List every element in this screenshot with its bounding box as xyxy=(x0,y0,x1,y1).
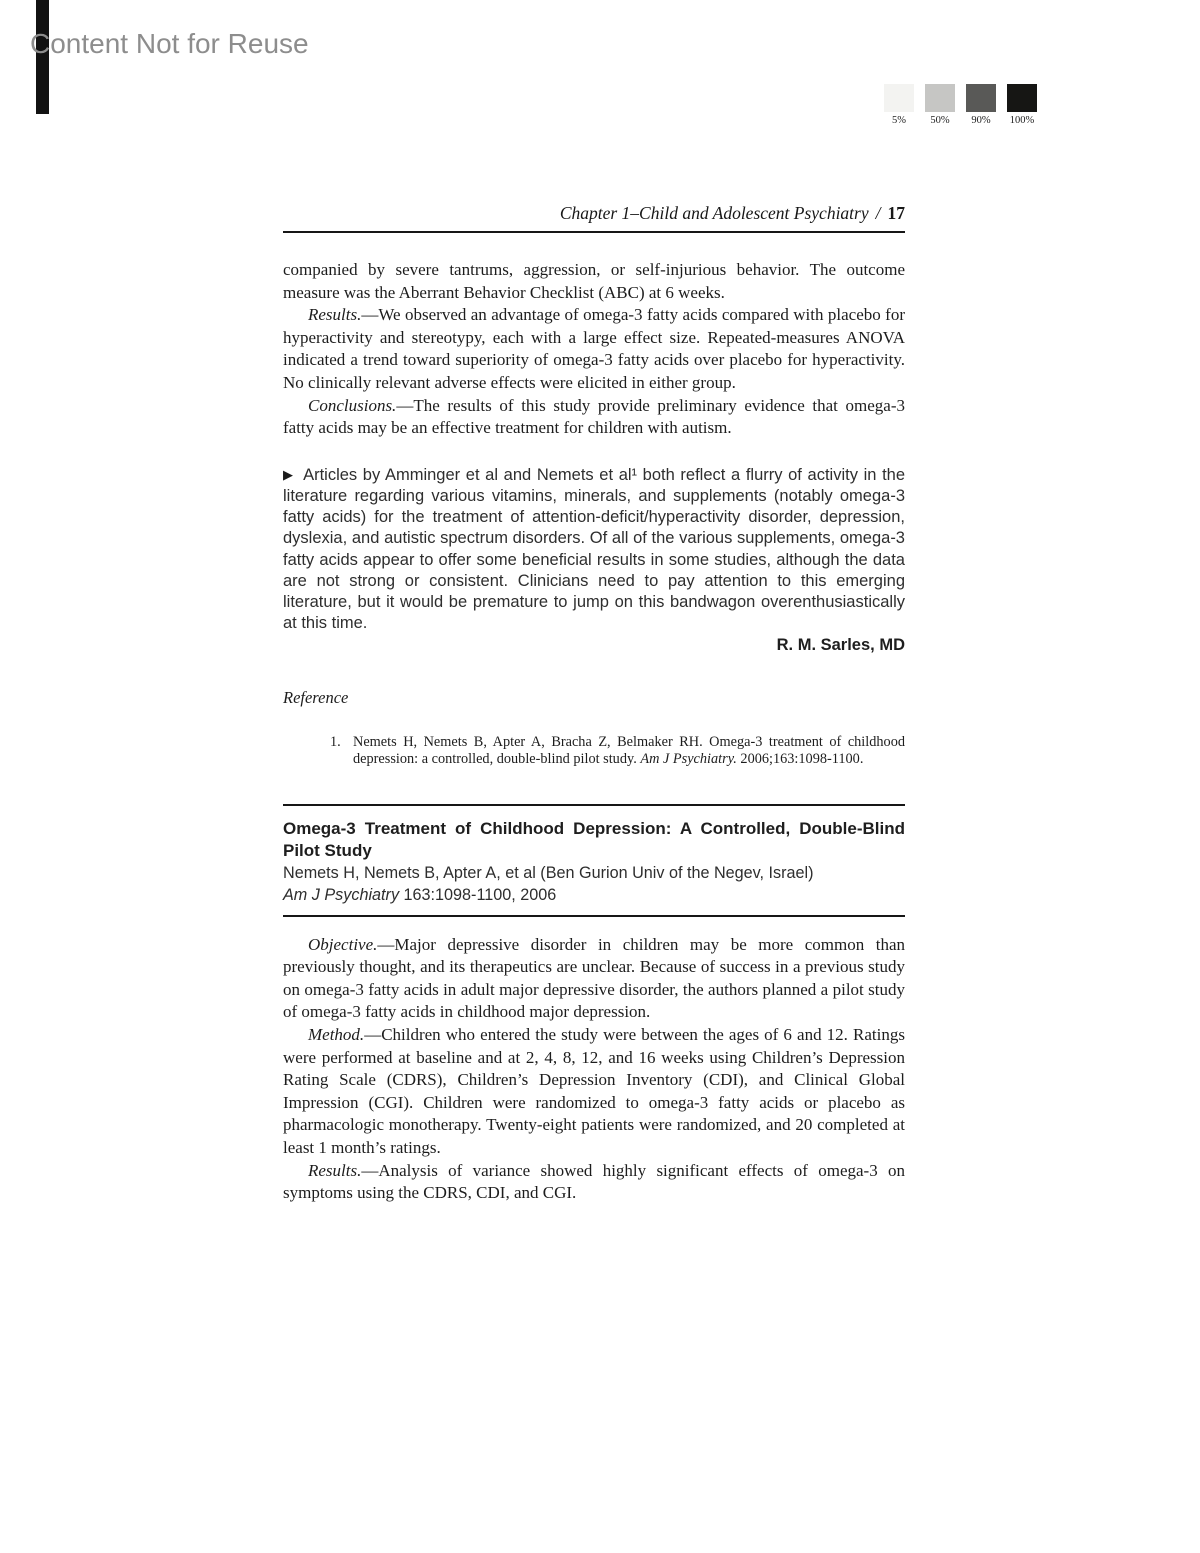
calibration-swatch xyxy=(925,84,955,126)
reference-section-heading: Reference xyxy=(283,687,349,707)
paragraph-lead: Results. xyxy=(308,305,362,325)
paragraph-text: —Major depressive disorder in children may be more common than previously thought, and its therapeutics are unclear. Because of success in a previous study on omega-3 fatty acids in adult major depressive disorder, the authors planned a pilot study of omega-3 fatty acids in childhood major depression. xyxy=(283,934,905,1022)
reference-text-authors: Nemets H, Nemets B, Apter A, Bracha Z, Belmaker RH. Omega-3 treatment of childhood depression: a controlled, double-blind pilot study. xyxy=(353,733,905,767)
paragraph-text: —The results of this study provide preliminary evidence that omega-3 fatty acids may be an effective treatment for children with autism. xyxy=(283,395,905,438)
swatch-color-box xyxy=(925,84,955,112)
paragraph-text: companied by severe tantrums, aggression, or self-injurious behavior. The outcome measure was the Aberrant Behavior Checklist (ABC) at 6 weeks. xyxy=(283,260,905,302)
header-rule xyxy=(283,231,905,233)
abstract-paragraph-conclusions xyxy=(283,395,905,440)
watermark: Content Not for Reuse xyxy=(30,28,309,59)
article-authors: Nemets H, Nemets B, Apter A, et al (Ben Gurion Univ of the Negev, Israel) xyxy=(283,863,814,882)
commentary-author: R. M. Sarles, MD xyxy=(776,636,905,655)
paragraph-text: —We observed an advantage of omega-3 fatty acids compared with placebo for hyperactivity and stereotypy, each with a large effect size. Repeated-measures ANOVA indicated a trend toward superiority of omega-3 fatty acids over placebo for hyperactivity. No clinically relevant adverse effects were elicited in either group. xyxy=(283,305,905,392)
swatch-label: 50% xyxy=(930,115,950,126)
swatch-color-box xyxy=(966,84,996,112)
swatch-color-box xyxy=(884,84,914,112)
abstract-paragraph-objective xyxy=(283,934,905,1024)
paragraph-text: —Analysis of variance showed highly significant effects of omega-3 on symptoms using the CDRS, CDI, and CGI. xyxy=(283,1160,905,1203)
paragraph-text: —Children who entered the study were between the ages of 6 and 12. Ratings were performed at baseline and at 2, 4, 8, 12, and 16 weeks using Children’s Depression Rating Scale (CDRS), Children’s Depression Inventory (CDI), and Clinical Global Impression (CGI). Children were randomized to omega-3 fatty acids or placebo as pharmacologic monotherapy. Twenty-eight patients were randomized, and 20 completed at least 1 month’s ratings. xyxy=(283,1024,905,1157)
chapter-title: Chapter 1–Child and Adolescent Psychiatry xyxy=(559,203,869,223)
commentary-paragraph xyxy=(283,465,905,635)
calibration-swatch xyxy=(1007,84,1037,126)
swatch-label: 100% xyxy=(1009,115,1035,126)
journal-name: Am J Psychiatry xyxy=(283,885,400,904)
page-header xyxy=(283,203,905,224)
header-separator: / xyxy=(875,203,881,223)
page-number: 17 xyxy=(887,203,905,223)
triangle-bullet-icon: ▶ xyxy=(283,466,295,482)
paragraph-lead: Objective. xyxy=(308,934,378,954)
editor-commentary xyxy=(283,465,905,657)
article-title: Omega-3 Treatment of Childhood Depression: A Controlled, Double-Blind Pilot Study xyxy=(283,818,905,860)
reference-text-pages: 2006;163:1098-1100. xyxy=(736,750,864,767)
abstract-nemets xyxy=(283,934,905,1205)
reference-number: 1. xyxy=(330,733,341,750)
article-citation-block xyxy=(283,818,905,906)
commentary-text: Articles by Amminger et al and Nemets et al¹ both reflect a flurry of activity in the literature regarding various vitamins, minerals, and supplements (notably omega-3 fatty acids) for the treatment of attention-deficit/hyperactivity disorder, depression, dyslexia, and autistic spectrum disorders. Of all of the various supplements, omega-3 fatty acids appear to offer some beneficial results in some studies, although the data are not strong or consistent. Clinicians need to pay attention to this emerging literature, but it would be premature to jump on this bandwagon overenthusiastically at this time. xyxy=(283,465,906,633)
abstract-paragraph-method xyxy=(283,1024,905,1160)
reference-list xyxy=(283,734,905,768)
calibration-swatch xyxy=(884,84,914,126)
swatch-label: 90% xyxy=(971,115,991,126)
page-content-column xyxy=(283,203,905,1205)
abstract-amminger xyxy=(283,259,905,440)
citation-top-rule xyxy=(283,804,905,806)
swatch-label: 5% xyxy=(892,115,906,126)
paragraph-lead: Results. xyxy=(308,1160,362,1180)
reference-item xyxy=(330,734,905,768)
reference-text xyxy=(353,734,905,767)
calibration-swatch xyxy=(966,84,996,126)
journal-volume-pages: 163:1098-1100, 2006 xyxy=(399,885,557,904)
swatch-color-box xyxy=(1007,84,1037,112)
paragraph-lead: Conclusions. xyxy=(308,395,397,415)
citation-bottom-rule xyxy=(283,915,905,917)
article-journal-line xyxy=(283,884,905,906)
reference-journal-name: Am J Psychiatry. xyxy=(640,750,737,767)
abstract-paragraph xyxy=(283,259,905,304)
paragraph-lead: Method. xyxy=(308,1024,365,1044)
abstract-paragraph-results xyxy=(283,1160,905,1205)
abstract-paragraph-results xyxy=(283,304,905,394)
grayscale-calibration-strip xyxy=(884,84,1037,126)
